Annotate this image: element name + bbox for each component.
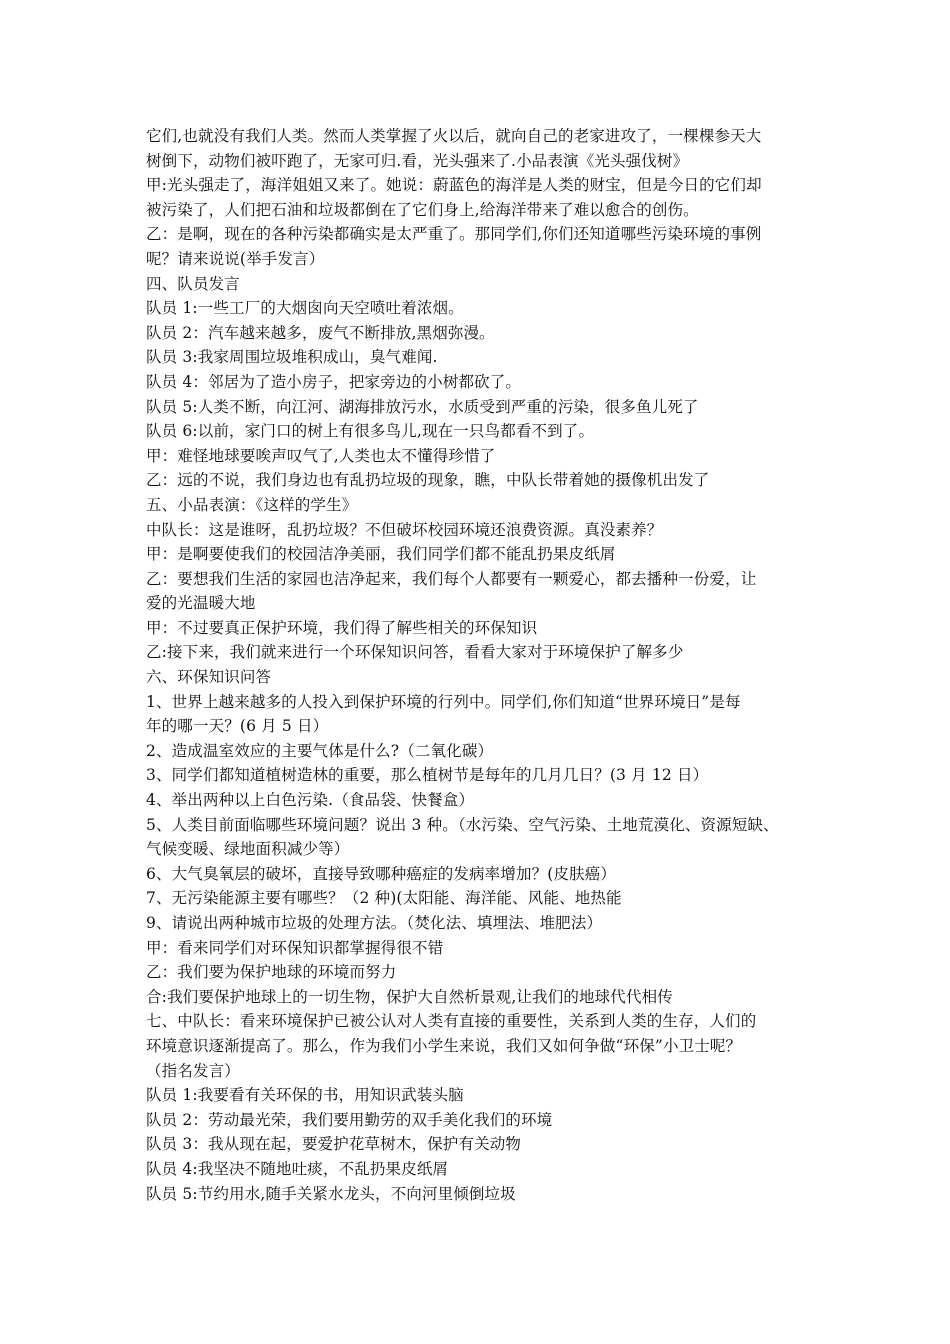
text-line: 它们,也就没有我们人类。然而人类掌握了火以后，就向自己的老家进攻了，一棵棵参天大 — [146, 127, 762, 145]
quiz-item: 3、同学们都知道植树造林的重要，那么植树节是每年的几月几日？(3 月 12 日） — [146, 766, 709, 785]
section-heading: 六、环保知识问答 — [146, 668, 272, 687]
quiz-item: 7、无污染能源主要有哪些？（2 种)(太阳能、海洋能、风能、地热能 — [146, 889, 622, 908]
quiz-item: 6、大气臭氧层的破坏，直接导致哪种癌症的发病率增加？(皮肤癌） — [146, 864, 617, 883]
text-line: 队员 4:我坚决不随地吐痰，不乱扔果皮纸屑 — [146, 1159, 449, 1178]
quiz-item: 气候变暖、绿地面积减少等） — [146, 840, 350, 859]
text-line: 合:我们要保护地球上的一切生物，保护大自然析景观,让我们的地球代代相传 — [146, 987, 673, 1006]
text-line: 甲：难怪地球要唉声叹气了,人类也太不懂得珍惜了 — [146, 446, 496, 465]
quiz-item: 5、人类目前面临哪些环境问题？说出 3 种。（水污染、空气污染、土地荒漠化、资源短缺、 — [146, 815, 779, 834]
text-line: 甲：是啊要使我们的校园洁净美丽，我们同学们都不能乱扔果皮纸屑 — [146, 545, 616, 564]
text-line: 乙：远的不说，我们身边也有乱扔垃圾的现象，瞧，中队长带着她的摄像机出发了 — [146, 471, 710, 490]
text-line: 乙:接下来，我们就来进行一个环保知识问答，看看大家对于环境保护了解多少 — [146, 643, 684, 662]
quiz-item: 9、请说出两种城市垃圾的处理方法。（焚化法、填埋法、堆肥法） — [146, 914, 603, 932]
text-line: 中队长：这是谁呀，乱扔垃圾？不但破坏校园环境还浪费资源。真没素养？ — [146, 520, 663, 539]
text-line: 队员 6:以前，家门口的树上有很多鸟儿,现在一只鸟都看不到了。 — [146, 422, 595, 441]
text-line: 队员 4：邻居为了造小房子，把家旁边的小树都砍了。 — [146, 372, 522, 391]
text-line: 队员 3:我家周围垃圾堆积成山，臭气难闻. — [146, 348, 438, 367]
text-line: 乙：我们要为保护地球的环境而努力 — [146, 963, 397, 982]
text-line: 树倒下，动物们被吓跑了，无家可归.看，光头强来了.小品表演《光头强伐树》 — [146, 151, 689, 170]
quiz-item: 1、世界上越来越多的人投入到保护环境的行列中。同学们,你们知道“世界环境日”是每 — [146, 692, 741, 711]
document-body — [146, 124, 816, 1206]
text-line: 爱的光温暖大地 — [146, 594, 256, 613]
text-line: 甲：看来同学们对环保知识都掌握得很不错 — [146, 938, 444, 957]
text-line: 队员 1:一些工厂的大烟囱向天空喷吐着浓烟。 — [146, 299, 464, 318]
section-heading: 四、队员发言 — [146, 274, 240, 293]
section-heading: 七、中队长：看来环境保护已被公认对人类有直接的重要性，关系到人类的生存，人们的 — [146, 1012, 757, 1031]
section-heading: 五、小品表演：《这样的学生》 — [146, 495, 358, 514]
text-line: 乙：要想我们生活的家园也洁净起来，我们每个人都要有一颗爱心，都去播种一份爱，让 — [146, 569, 757, 588]
text-line: 队员 5:人类不断，向江河、湖海排放污水，水质受到严重的污染，很多鱼儿死了 — [146, 397, 699, 416]
text-line: 呢？请来说说(举手发言） — [146, 249, 325, 268]
quiz-item: 2、造成温室效应的主要气体是什么?（二氧化碳） — [146, 741, 494, 760]
text-line: 甲:光头强走了，海洋姐姐又来了。她说：蔚蓝色的海洋是人类的财宝，但是今日的它们却 — [146, 176, 762, 195]
quiz-item: 年的哪一天？(6 月 5 日） — [146, 717, 329, 736]
text-line: 环境意识逐渐提高了。那么，作为我们小学生来说，我们又如何争做“环保”小卫士呢？ — [146, 1036, 742, 1055]
text-line: 队员 5:节约用水,随手关紧水龙头，不向河里倾倒垃圾 — [146, 1184, 516, 1203]
text-line: 甲：不过要真正保护环境，我们得了解些相关的环保知识 — [146, 618, 538, 637]
text-line: 被污染了，人们把石油和垃圾都倒在了它们身上,给海洋带来了难以愈合的创伤。 — [146, 200, 699, 219]
text-line: 队员 1:我要看有关环保的书，用知识武装头脑 — [146, 1086, 464, 1105]
text-line: 乙：是啊，现在的各种污染都确实是太严重了。那同学们,你们还知道哪些污染环境的事例 — [146, 225, 762, 244]
text-line: 队员 2：汽车越来越多，废气不断排放,黑烟弥漫。 — [146, 323, 495, 342]
text-line: 队员 3：我从现在起，要爱护花草树木，保护有关动物 — [146, 1135, 522, 1154]
text-line: 队员 2：劳动最光荣，我们要用勤劳的双手美化我们的环境 — [146, 1110, 553, 1129]
quiz-item: 4、举出两种以上白色污染.（食品袋、快餐盒） — [146, 791, 475, 810]
text-line: （指名发言） — [146, 1061, 240, 1080]
